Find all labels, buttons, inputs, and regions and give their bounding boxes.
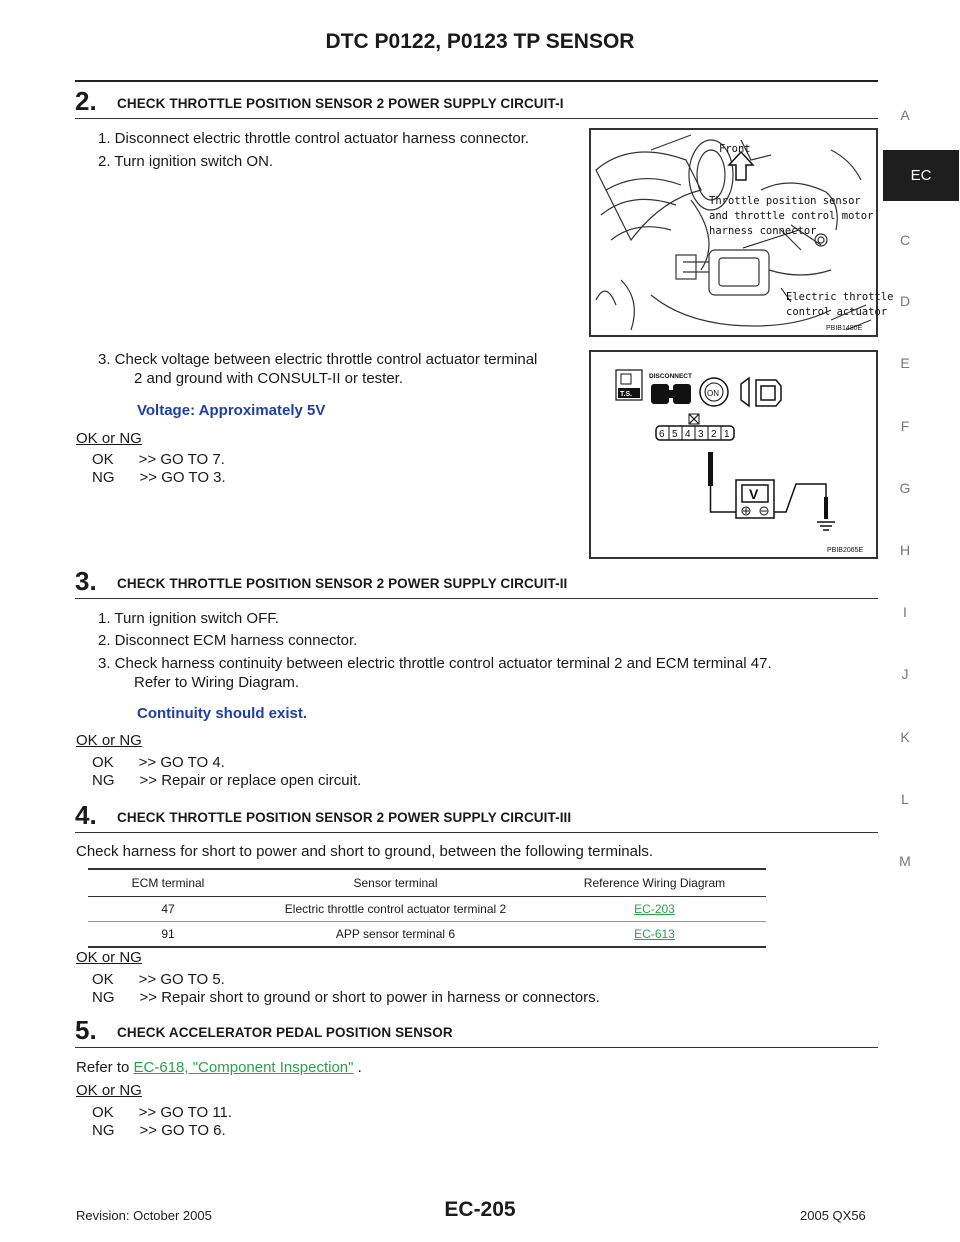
side-tab-j[interactable]: J bbox=[901, 666, 909, 682]
ok-or-ng-label: OK or NG bbox=[76, 949, 142, 966]
step-text: Refer to Wiring Diagram. bbox=[134, 674, 300, 691]
terminal-marker-icon bbox=[689, 414, 699, 424]
section-number: 4. bbox=[75, 800, 97, 830]
table-row bbox=[88, 922, 766, 948]
figure-voltage-check bbox=[589, 350, 878, 559]
side-tab-f[interactable]: F bbox=[900, 418, 910, 434]
pin-label: 3 bbox=[698, 429, 704, 440]
section-5-heading bbox=[75, 1015, 878, 1048]
side-tab-ec-active[interactable]: EC bbox=[883, 150, 959, 201]
spec-value: Continuity should exist. bbox=[137, 705, 308, 722]
side-tab-c[interactable]: C bbox=[899, 232, 911, 248]
step-text: 3. Check voltage between electric throttle control actuator terminal bbox=[98, 351, 538, 368]
ok-or-ng-label: OK or NG bbox=[76, 430, 142, 447]
section-number: 5. bbox=[75, 1015, 97, 1045]
connector-pin-row bbox=[656, 426, 734, 440]
pin-label: 4 bbox=[685, 429, 691, 440]
harness-connector-icon bbox=[741, 378, 781, 406]
step-text: 1. Disconnect electric throttle control actuator harness connector. bbox=[98, 130, 530, 147]
terminal-table bbox=[88, 870, 766, 948]
ok-branch: OK >> GO TO 11. bbox=[92, 1104, 233, 1121]
refer-text: Refer to EC-618, "Component Inspection" . bbox=[76, 1059, 362, 1076]
section-number: 3. bbox=[75, 566, 97, 596]
section-3-heading bbox=[75, 566, 878, 599]
ok-branch: OK >> GO TO 7. bbox=[92, 451, 225, 468]
svg-text:ON: ON bbox=[707, 389, 719, 398]
callout-line-2: and throttle control motor bbox=[709, 210, 874, 222]
section-title: CHECK THROTTLE POSITION SENSOR 2 POWER SUPPLY CIRCUIT-III bbox=[117, 810, 572, 825]
callout-line-1: Throttle position sensor bbox=[709, 195, 861, 207]
side-tab-h[interactable]: H bbox=[899, 542, 911, 558]
ng-branch: NG >> GO TO 6. bbox=[92, 1122, 226, 1139]
callout-line-3: harness connector bbox=[709, 225, 817, 237]
ok-or-ng-label: OK or NG bbox=[76, 1082, 142, 1099]
side-tab-i[interactable]: I bbox=[903, 604, 907, 620]
column-header: Sensor terminal bbox=[248, 870, 543, 897]
side-tab-a[interactable]: A bbox=[900, 107, 910, 123]
step-text: 2. Disconnect ECM harness connector. bbox=[98, 632, 358, 649]
page-title: DTC P0122, P0123 TP SENSOR bbox=[325, 30, 635, 53]
step-text: 3. Check harness continuity between electric throttle control actuator terminal 2 and ECM terminal 47. bbox=[98, 655, 772, 672]
section-title: CHECK THROTTLE POSITION SENSOR 2 POWER SUPPLY CIRCUIT-II bbox=[117, 576, 568, 591]
figure-code: PBIB2065E bbox=[827, 547, 864, 554]
test-probe bbox=[708, 452, 713, 486]
table-header-row bbox=[88, 870, 766, 897]
side-tab-g[interactable]: G bbox=[899, 480, 911, 496]
side-tab-e[interactable]: E bbox=[900, 355, 910, 371]
ignition-on-icon bbox=[700, 378, 728, 406]
model-label: 2005 QX56 bbox=[800, 1208, 866, 1223]
side-tab-m[interactable]: M bbox=[899, 853, 911, 869]
wiring-diagram-link[interactable]: EC-203 bbox=[634, 902, 675, 916]
pin-label: 5 bbox=[672, 429, 678, 440]
wiring-diagram-link[interactable]: EC-613 bbox=[634, 927, 675, 941]
probe-wire bbox=[711, 486, 740, 512]
ng-branch: NG >> GO TO 3. bbox=[92, 469, 226, 486]
ground-wire bbox=[771, 484, 826, 512]
side-tab-k[interactable]: K bbox=[900, 729, 910, 745]
section-title: CHECK THROTTLE POSITION SENSOR 2 POWER SUPPLY CIRCUIT-I bbox=[117, 96, 564, 111]
ok-branch: OK >> GO TO 4. bbox=[92, 754, 225, 771]
step-text: 1. Turn ignition switch OFF. bbox=[98, 610, 279, 627]
step-text: 2. Turn ignition switch ON. bbox=[98, 153, 274, 170]
table-row bbox=[88, 897, 766, 922]
front-label: Front bbox=[719, 143, 751, 155]
ng-branch: NG >> Repair or replace open circuit. bbox=[92, 772, 362, 789]
page-number: EC-205 bbox=[444, 1198, 516, 1221]
callout-line-4: Electric throttle bbox=[786, 291, 894, 303]
ok-or-ng-label: OK or NG bbox=[76, 732, 142, 749]
revision-label: Revision: October 2005 bbox=[76, 1208, 212, 1223]
figure-code: PBIB1480E bbox=[826, 325, 863, 332]
side-tab-d[interactable]: D bbox=[899, 293, 911, 309]
pin-label: 2 bbox=[711, 429, 717, 440]
pin-label: 1 bbox=[724, 429, 730, 440]
callout-line-5: control actuator bbox=[786, 306, 888, 318]
table-cell: APP sensor terminal 6 bbox=[248, 922, 543, 948]
title-rule bbox=[75, 80, 878, 82]
table-cell bbox=[543, 922, 766, 948]
voltmeter-icon bbox=[736, 480, 774, 518]
table-cell bbox=[543, 897, 766, 922]
figure-throttle-connector bbox=[589, 128, 894, 337]
component-inspection-link[interactable]: EC-618, "Component Inspection" bbox=[133, 1059, 354, 1076]
voltage-check-diagram bbox=[591, 352, 876, 557]
spec-value: Voltage: Approximately 5V bbox=[137, 402, 326, 419]
section-4-heading bbox=[75, 800, 878, 833]
ok-branch: OK >> GO TO 5. bbox=[92, 971, 225, 988]
table-cell: 91 bbox=[88, 922, 248, 948]
step-text: 2 and ground with CONSULT-II or tester. bbox=[134, 370, 404, 387]
column-header: Reference Wiring Diagram bbox=[543, 870, 766, 897]
engine-bay-illustration bbox=[591, 130, 894, 335]
table-cell: 47 bbox=[88, 897, 248, 922]
section-title: CHECK ACCELERATOR PEDAL POSITION SENSOR bbox=[117, 1025, 453, 1040]
disconnect-label: DISCONNECT bbox=[649, 373, 692, 380]
section-number: 2. bbox=[75, 86, 97, 116]
side-tab-l[interactable]: L bbox=[901, 791, 909, 807]
column-header: ECM terminal bbox=[88, 870, 248, 897]
voltmeter-label: V bbox=[749, 486, 759, 502]
section-intro: Check harness for short to power and short to ground, between the following terminals. bbox=[76, 843, 653, 860]
section-2-heading bbox=[75, 86, 878, 119]
ts-label: T.S. bbox=[620, 391, 633, 398]
pin-label: 6 bbox=[659, 429, 665, 440]
disconnect-connector-icon bbox=[651, 384, 691, 404]
table-cell: Electric throttle control actuator terminal 2 bbox=[248, 897, 543, 922]
ng-branch: NG >> Repair short to ground or short to power in harness or connectors. bbox=[92, 989, 600, 1006]
ground-icon bbox=[817, 522, 835, 530]
